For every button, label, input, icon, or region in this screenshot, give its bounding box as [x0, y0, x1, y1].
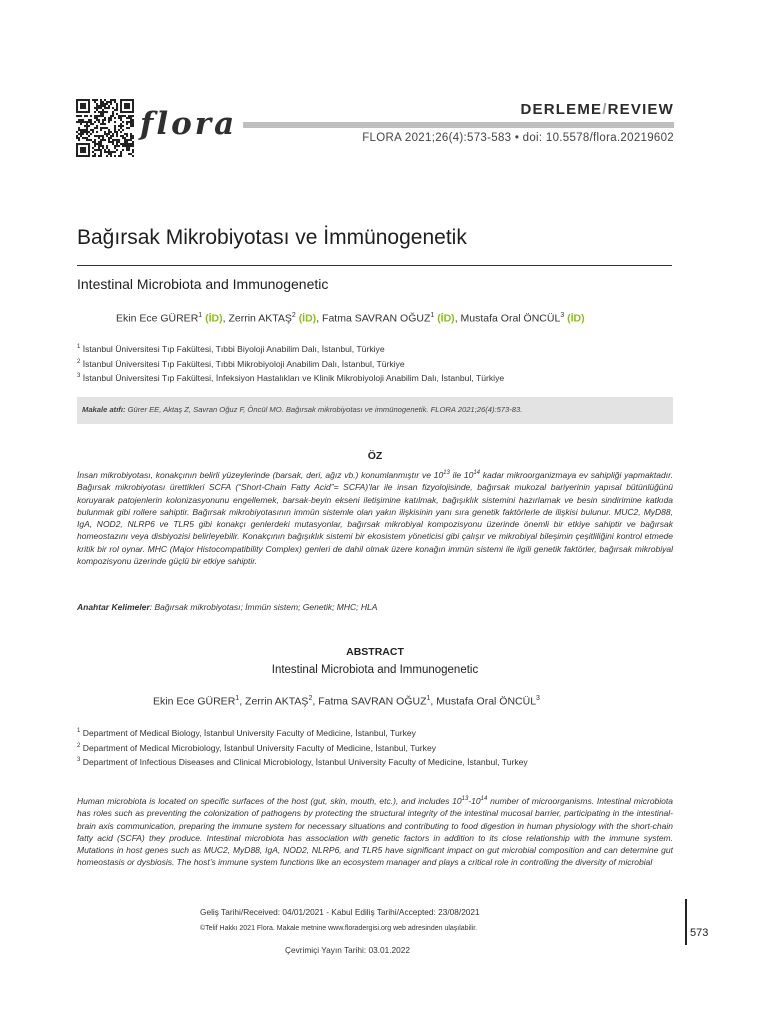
oz-text-start: İnsan mikrobiyotası, konakçının belirli yüzeylerinde (barsak, deri, ağız vb.) konumlanmıştır ve 10: [77, 470, 444, 480]
oz-text-mid: ile 10: [449, 470, 474, 480]
citation-text: [82, 405, 522, 414]
page-number: 573: [690, 927, 709, 939]
section-label-separator: /: [602, 101, 608, 118]
affiliation-number: 2: [77, 359, 81, 366]
citation-label: Makale atıfı:: [82, 405, 126, 414]
exponent: 14: [473, 470, 481, 477]
affiliation-en: [77, 757, 528, 767]
orcid-icon[interactable]: (İD): [437, 312, 455, 325]
affiliation-text: Department of Infectious Diseases and Clinical Microbiology, İstanbul University Faculty of Medicine, İstanbul, Turkey: [80, 757, 528, 767]
author-affiliation-mark: 1: [235, 695, 240, 702]
orcid-icon[interactable]: (İD): [567, 312, 585, 325]
oz-heading: ÖZ: [367, 450, 383, 462]
affiliation-number: 1: [77, 344, 81, 351]
author-separator: ,: [312, 695, 319, 708]
author-name: Ekin Ece GÜRER: [153, 695, 236, 708]
abstract-text-start: Human microbiota is located on specific surfaces of the host (gut, skin, mouth, etc.), and includes 10: [77, 796, 462, 806]
author-name: Zerrin AKTAŞ: [228, 312, 292, 325]
affiliation-number: 2: [77, 743, 81, 750]
author-affiliation-mark: 1: [198, 312, 203, 319]
author-affiliation-mark: 2: [308, 695, 313, 702]
affiliation-tr: [77, 359, 405, 369]
page-number-rule: [685, 899, 687, 945]
author-separator: ,: [239, 695, 246, 708]
author-affiliation-mark: 1: [430, 312, 435, 319]
author-separator: ,: [222, 312, 229, 325]
copyright-notice: ©Telif Hakkı 2021 Flora. Makale metnine www.floradergisi.org web adresinden ulaşılabilir.: [200, 925, 478, 932]
orcid-icon[interactable]: (İD): [298, 312, 317, 325]
online-publication-date: Çevrimiçi Yayın Tarihi: 03.01.2022: [285, 945, 410, 955]
affiliation-text: İstanbul Üniversitesi Tıp Fakültesi, Tıbbi Biyoloji Anabilim Dalı, İstanbul, Türkiye: [80, 344, 385, 354]
affiliation-number: 1: [77, 728, 81, 735]
author-affiliation-mark: 1: [426, 695, 431, 702]
oz-paragraph: [77, 469, 673, 567]
article-title-en: Intestinal Microbiota and Immunogenetic: [77, 276, 329, 292]
exponent: 14: [480, 796, 488, 803]
affiliation-text: Department of Medical Microbiology, İstanbul University Faculty of Medicine, İstanbul, Turkey: [80, 743, 437, 753]
author-affiliation-mark: 3: [536, 695, 540, 702]
author-name: Fatma SAVRAN OĞUZ: [322, 312, 431, 325]
section-label-tr: DERLEME: [520, 101, 603, 118]
affiliation-en: [77, 728, 416, 738]
header-divider: [243, 122, 674, 128]
exponent: 13: [461, 796, 469, 803]
orcid-icon[interactable]: (İD): [205, 312, 223, 325]
author-affiliation-mark: 3: [560, 312, 565, 319]
qr-code-icon[interactable]: [76, 99, 134, 157]
author-name: Mustafa Oral ÖNCÜL: [460, 312, 561, 325]
affiliation-tr: [77, 344, 385, 354]
affiliation-tr: [77, 373, 504, 383]
keywords-list: : Bağırsak mikrobiyotası; İmmün sistem; Genetik; MHC; HLA: [149, 602, 378, 612]
author-separator: ,: [430, 695, 437, 708]
author-affiliation-mark: 2: [291, 312, 296, 319]
keywords-tr: [77, 602, 377, 612]
affiliation-en: [77, 743, 436, 753]
title-divider: [77, 265, 672, 266]
received-accepted-dates: Geliş Tarihi/Received: 04/01/2021 - Kabul Ediliş Tarihi/Accepted: 23/08/2021: [200, 907, 480, 917]
author-separator: ,: [316, 312, 323, 325]
author-list-tr: [116, 312, 585, 325]
section-label-en: REVIEW: [607, 101, 674, 118]
abstract-heading: ABSTRACT: [346, 646, 404, 658]
author-list-en: [153, 695, 540, 708]
section-label: [521, 101, 675, 118]
author-name: Ekin Ece GÜRER: [116, 312, 199, 325]
author-name: Mustafa Oral ÖNCÜL: [436, 695, 537, 708]
affiliation-number: 3: [77, 373, 81, 380]
affiliation-text: İstanbul Üniversitesi Tıp Fakültesi, Tıbbi Mikrobiyoloji Anabilim Dalı, İstanbul, Türkiye: [80, 359, 405, 369]
affiliation-text: İstanbul Üniversitesi Tıp Fakültesi, İnfeksiyon Hastalıkları ve Klinik Mikrobiyoloji Anabilim Dalı, İstanbul, Türkiye: [80, 373, 505, 383]
citation-body: Gürer EE, Aktaş Z, Savran Oğuz F, Öncül MO. Bağırsak mikrobiyotası ve immünogenetik. FLORA 2021;26(4):573-83.: [125, 405, 523, 414]
author-name: Fatma SAVRAN OĞUZ: [318, 695, 427, 708]
article-title-tr: Bağırsak Mikrobiyotası ve İmmünogenetik: [77, 226, 467, 249]
keywords-label: Anahtar Kelimeler: [77, 602, 150, 612]
journal-citation-doi[interactable]: FLORA 2021;26(4):573-583 • doi: 10.5578/flora.20219602: [362, 132, 674, 144]
abstract-paragraph: [77, 795, 673, 869]
exponent: 13: [443, 470, 450, 477]
affiliation-text: Department of Medical Biology, İstanbul University Faculty of Medicine, İstanbul, Turkey: [80, 728, 416, 738]
oz-text-rest: kadar mikroorganizmaya ev sahipliği yapmaktadır. Bağırsak mikrobiyotası ürettikleri SCFA (“Short-Chain Fatty Acid”= SCFA)’lar ile insan fizyolojisinde, bağırsak mukozal bariyerinin yapısal bütünlüğünü koruyarak patojenlerin kolonizasyonunu engellemek, barsak-beyin ekseni iletişimine katılmak, bağışıklık sistemini hazırlamak ve besin sindirimine katkıda bulunmak gibi rollere sahiptir. Bağırsak mikrobiyotasının immün sistemle olan yakın ilişkisinin yanı sıra genetik faktörlerle de ilişkisi bulunur. MUC2, MyD88, IgA, NOD2, NLRP6 ve TLR5 gibi konakçı genlerdeki mutasyonlar, bağırsak mikrobiyal kompozisyonu üzerinde önemli bir etkiye sahiptir ve bağırsak homeostazını veya disbiyozisi belirleyebilir. Konakçının bağışıklık sistemi bir ekosistem yöneticisi gibi çalışır ve mikrobiyal bileşimin çeşitliliğini kontrol etmede kritik bir rol oynar. MHC (Major Histocompatibility Complex) genleri de dahil olmak üzere konağın immün sistemi ile ilgili genetik faktörler, bağırsak mikrobiyal kompozisyonu üzerinde güçlü bir etkiye sahiptir.: [77, 470, 673, 567]
author-separator: ,: [454, 312, 461, 325]
journal-logo: flora: [140, 106, 238, 142]
affiliation-number: 3: [77, 757, 81, 764]
abstract-title: Intestinal Microbiota and Immunogenetic: [271, 664, 479, 676]
author-name: Zerrin AKTAŞ: [245, 695, 309, 708]
abstract-text-rest: number of microorganisms. Intestinal microbiota has roles such as preventing the colonization of pathogens by protecting the structural integrity of the intestinal mucosal barrier, participating in the intestinal-brain axis communication, preparing the immune system for necessary situations and contributing to food digestion in human physiology with the short-chain fatty acid (SCFA) they produce. Intestinal microbiota has association with genetic factors in addition to its close relationship with the immune system. Mutations in host genes such as MUC2, MyD88, IgA, NOD2, NLRP6, and TLR5 have significant impact on gut microbial composition and can determine gut homeostasis or dysbiosis. The host’s immune system functions like an ecosystem manager and plays a critical role in controlling the diversity of microbial: [77, 796, 673, 868]
abstract-text-mid: -10: [468, 796, 481, 806]
